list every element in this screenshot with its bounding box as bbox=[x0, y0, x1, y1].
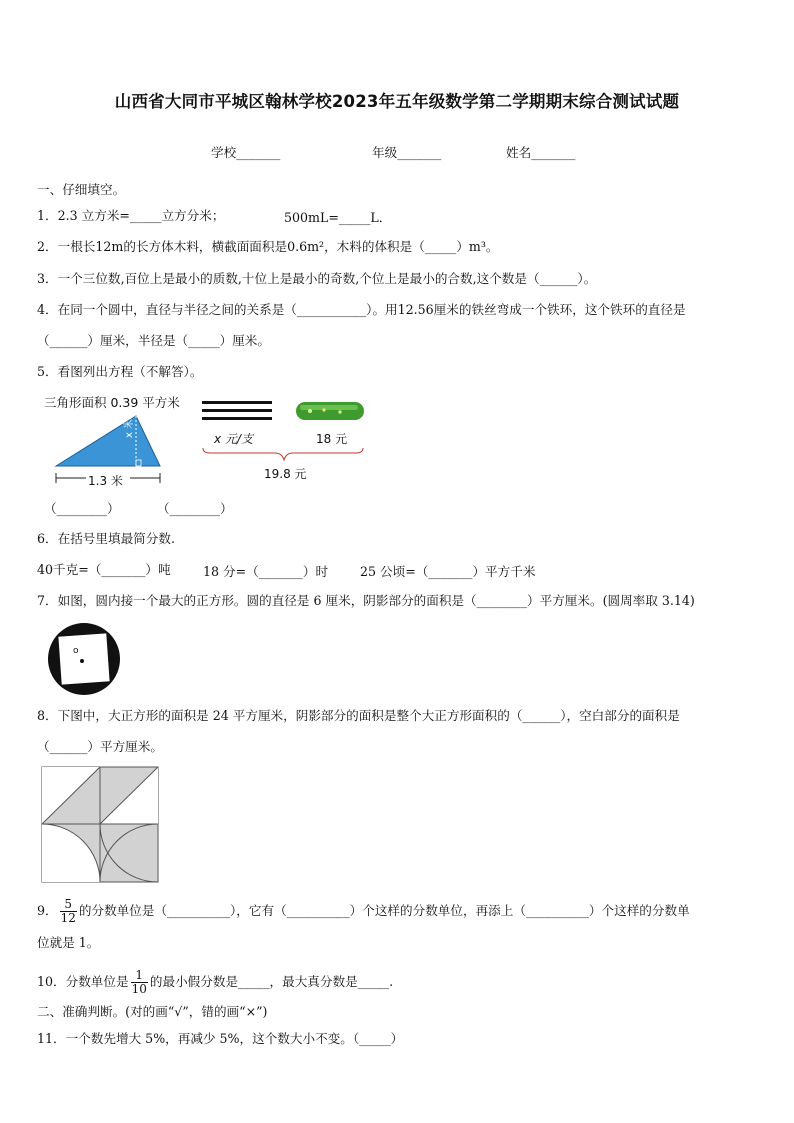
pen-1 bbox=[202, 401, 272, 404]
question-6c: 25 公顷=（_______）平方千米 bbox=[360, 564, 536, 579]
triangle-height-label: x 米 bbox=[124, 418, 135, 438]
question-11: 11．一个数先增大 5%，再减少 5%，这个数大小不变。（_____） bbox=[37, 1031, 404, 1046]
question-5-answer-b[interactable]: （________） bbox=[157, 501, 233, 516]
total-price-label: 19.8 元 bbox=[264, 467, 307, 481]
school-field[interactable]: 学校_______ bbox=[211, 145, 281, 160]
fraction-5-12 bbox=[60, 898, 77, 925]
question-2: 2．一根长12m的长方体木料，横截面面积是0.6m²，木料的体积是（_____）m³。 bbox=[37, 239, 499, 254]
fraction-denominator: 10 bbox=[131, 982, 147, 996]
question-6a: 40千克=（_______）吨 bbox=[37, 562, 171, 577]
fraction-1-10 bbox=[131, 969, 148, 996]
question-1a: 1．2.3 立方米=_____立方分米； bbox=[37, 208, 225, 223]
inscribed-square bbox=[58, 633, 109, 684]
question-9-number: 9． bbox=[37, 903, 58, 918]
question-9-line1: 的分数单位是（__________），它有（__________）个这样的分数单位，再添上（__________）个这样的分数单 bbox=[78, 903, 690, 918]
circle-center-dot bbox=[80, 659, 84, 663]
pen-2 bbox=[202, 409, 272, 412]
question-7: 7．如图，圆内接一个最大的正方形。圆的直径是 6 厘米，阴影部分的面积是（________）平方厘米。(圆周率取 3.14) bbox=[37, 593, 695, 608]
grade-field[interactable]: 年级_______ bbox=[372, 145, 442, 160]
question-5-answer-a[interactable]: （________） bbox=[44, 501, 120, 516]
fraction-numerator: 5 bbox=[60, 898, 77, 912]
question-6b: 18 分=（_______）时 bbox=[203, 564, 329, 579]
question-8-line1: 8．下图中，大正方形的面积是 24 平方厘米，阴影部分的面积是整个大正方形面积的（______），空白部分的面积是 bbox=[37, 708, 680, 723]
triangle-base-label: 1.3 米 bbox=[88, 474, 123, 488]
question-9-line2: 位就是 1。 bbox=[37, 935, 100, 950]
question-10-prefix: 10．分数单位是 bbox=[37, 974, 129, 989]
pen-price-label: x 元/支 bbox=[214, 432, 253, 446]
question-8-line2: （______）平方厘米。 bbox=[37, 739, 163, 754]
name-field[interactable]: 姓名_______ bbox=[506, 145, 576, 160]
question-9 bbox=[37, 898, 690, 925]
question-1b: 500mL=_____L． bbox=[284, 210, 392, 225]
fraction-denominator: 12 bbox=[60, 911, 76, 925]
triangle-caption: 三角形面积 0.39 平方米 bbox=[44, 395, 180, 410]
question-4-line1: 4．在同一个圆中，直径与半径之间的关系是（___________）。用12.56厘米的铁丝弯成一个铁环，这个铁环的直径是 bbox=[37, 302, 686, 317]
triangle-shape bbox=[56, 416, 160, 466]
section-heading-2: 二、准确判断。(对的画“√”，错的画“×”) bbox=[37, 1004, 268, 1019]
page-title: 山西省大同市平城区翰林学校2023年五年级数学第二学期期末综合测试试题 bbox=[114, 92, 680, 111]
question-3: 3．一个三位数,百位上是最小的质数,十位上是最小的奇数,个位上是最小的合数,这个数是（______）。 bbox=[37, 271, 597, 286]
question-4-line2: （______）厘米，半径是（_____）厘米。 bbox=[37, 333, 270, 348]
circle-center-label: o bbox=[73, 646, 79, 656]
question-6: 6．在括号里填最简分数. bbox=[37, 531, 175, 546]
box-price-label: 18 元 bbox=[316, 432, 348, 446]
total-brace bbox=[203, 448, 363, 460]
pencil-box bbox=[296, 402, 364, 420]
fraction-numerator: 1 bbox=[131, 969, 148, 983]
question-10 bbox=[37, 969, 393, 996]
pen-3 bbox=[202, 417, 272, 420]
section-heading-1: 一、仔细填空。 bbox=[37, 182, 126, 197]
circle-square-figure bbox=[45, 620, 123, 698]
square-figure bbox=[41, 766, 161, 884]
question-10-suffix: 的最小假分数是_____，最大真分数是_____. bbox=[149, 974, 394, 989]
question-5: 5．看图列出方程（不解答）。 bbox=[37, 364, 203, 379]
